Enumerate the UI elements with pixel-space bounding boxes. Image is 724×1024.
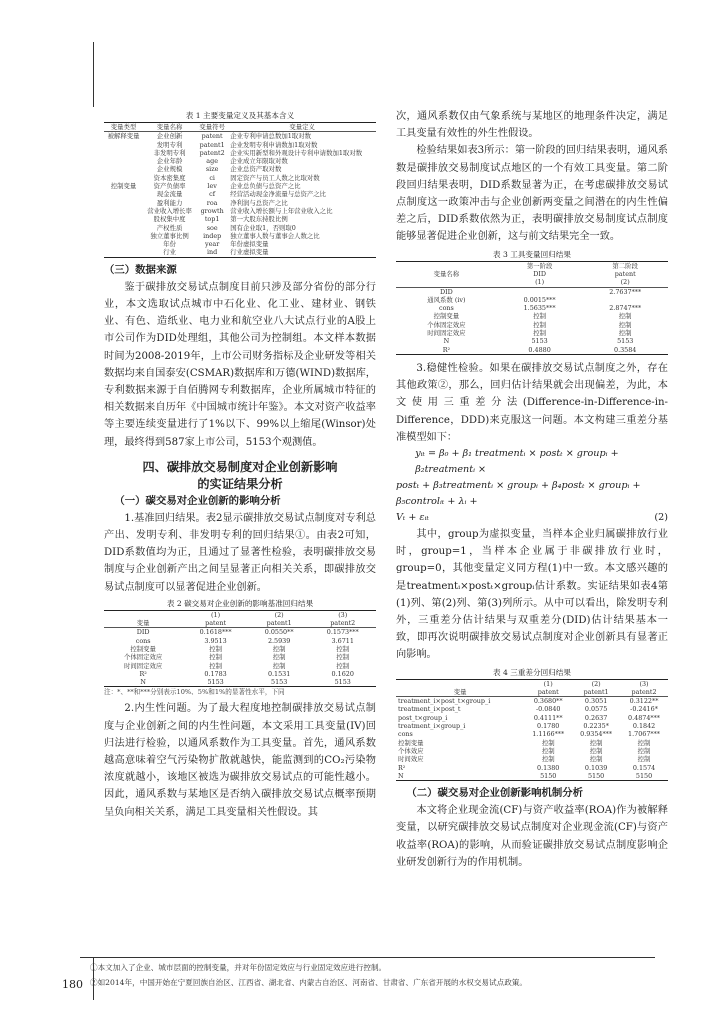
table-cell: 时间固定效应: [123, 661, 163, 670]
table-cell: 控制: [589, 738, 603, 747]
table-cell: 控制: [541, 755, 555, 764]
table-cell: 控制: [533, 312, 546, 321]
table-cell: 控制: [209, 653, 222, 662]
table-cell: 0.1574: [632, 763, 656, 772]
table-row: [104, 182, 376, 190]
table-cell: growth: [200, 206, 224, 215]
table-header-cell: patent: [614, 269, 636, 278]
table-cell: 控制: [336, 653, 350, 662]
table-cell: 控制: [541, 738, 555, 747]
table-cell: 0.1842: [632, 722, 656, 731]
table-cell: roa: [206, 198, 218, 207]
table-header-cell: 变量: [104, 619, 182, 628]
table-cell: 经营活动现金净流量与总资产之比: [230, 190, 327, 199]
table-cell: 控制: [541, 746, 555, 755]
table-header-cell: (1): [182, 610, 249, 619]
table-cell: 个体效应: [398, 746, 424, 755]
table-cell: 企业总资产取对数: [230, 165, 282, 174]
table-cell: 5153: [182, 678, 249, 687]
footnote-2: ②如2014年，中国开始在宁夏回族自治区、江西省、湖北省、内蒙古自治区、河南省、甘肃省、广东省开展的水权交易试点政策。: [90, 978, 527, 987]
table-row: [396, 296, 668, 304]
footnote-1: ①本文加入了企业、城市层面的控制变量，并对年份固定效应与行业固定效应进行控制。: [90, 963, 387, 972]
table-cell: treatment_i×post_t×group_i: [398, 697, 491, 706]
table-cell: 控制: [209, 661, 222, 670]
table-cell: 控制: [533, 320, 546, 329]
paragraph-ddd: 其中，group为虚拟变量，当样本企业归属碳排放行业时，group=1，当样本企业属于非碳排放行业时，group=0，其他变量定义同方程(1)中一致。本文感兴趣的是treatmentᵢ×postₜ×groupᵢ估计系数。实证结果如表4第(1)列、第(2)列、第(3)列所示。从中可以看出，除发明专利外，三重差分估计结果与双重差分(DID)估计结果基本一致，即再次说明碳排放交易试点制度对企业创新具有显著正向影响。: [396, 528, 668, 661]
table-cell: 0.2235*: [583, 722, 609, 731]
table4: [396, 679, 668, 782]
table-row: [396, 730, 668, 738]
table-row: [104, 215, 376, 223]
table-cell: 0.3051: [584, 697, 608, 706]
table-cell: 独立董事比例: [150, 231, 189, 240]
table-cell: 5153: [249, 678, 310, 687]
table-cell: 企业年龄: [156, 157, 183, 166]
table-cell: cons: [438, 304, 454, 313]
table-cell: [104, 232, 143, 240]
table-cell: 5153: [309, 678, 376, 687]
table-cell: top1: [204, 215, 220, 224]
table-cell: 企业实用新型和外观设计专利申请数加1取对数: [230, 148, 363, 157]
table-row: [396, 772, 668, 781]
table-header-cell: [396, 278, 497, 287]
table-row: [396, 739, 668, 747]
table-header-cell: (3): [309, 610, 376, 619]
table-cell: 企业成立年限取对数: [230, 157, 288, 166]
table-cell: 产权性质: [156, 223, 183, 232]
table-cell: 0.3122**: [629, 697, 659, 706]
table-cell: 0.1618***: [199, 628, 232, 637]
table-cell: treatment_i×post_t: [398, 705, 461, 714]
section4-title-line1: 四、碳排放交易制度对企业创新影响: [142, 459, 338, 474]
table-cell: ci: [209, 173, 215, 182]
table-cell: [104, 199, 143, 207]
table-cell: 0.1380: [537, 763, 560, 772]
table-header-row: [396, 688, 668, 697]
table-header-cell: 第一阶段: [497, 261, 583, 270]
table-row: [396, 312, 668, 320]
page-number: 180: [62, 978, 83, 991]
table-cell: 控制: [272, 644, 286, 653]
table4-caption: 表 4 三重差分回归结果: [492, 667, 571, 677]
table-cell: -0.0840: [535, 705, 561, 714]
table-cell: 控制: [637, 755, 651, 764]
table-cell: 控制: [637, 746, 651, 755]
table-cell: 被解释变量: [107, 132, 140, 141]
table-cell: R²: [398, 763, 406, 772]
table-cell: 个体固定效应: [123, 653, 163, 662]
table-header-cell: 变量类型: [104, 123, 143, 132]
table-cell: 时间固定效应: [427, 329, 466, 337]
table-row: [396, 714, 668, 722]
table-cell: patent1: [199, 140, 225, 149]
table-cell: [104, 190, 143, 198]
table-cell: cons: [398, 730, 413, 739]
footnote-rule: [80, 957, 655, 958]
table-cell: lev: [207, 182, 217, 191]
table-cell: 控制变量: [398, 738, 424, 747]
table-row: [396, 287, 668, 296]
table-cell: 控制: [272, 653, 286, 662]
table-header-row: [104, 123, 376, 132]
table-cell: 行业虚拟变量: [228, 248, 376, 257]
table-header-row: [396, 270, 668, 278]
table-cell: 0.0575: [584, 705, 608, 714]
table-cell: 0.4111**: [533, 713, 563, 722]
table2-note: 注：*、**和***分别表示10%、5%和1%的显著性水平，下同: [104, 688, 285, 697]
table-cell: 控制: [618, 329, 632, 337]
table-cell: 发明专利: [156, 140, 183, 149]
table-header-cell: (3): [620, 679, 668, 688]
table-cell: 第一大股东持股比例: [230, 215, 288, 224]
table-row: [104, 190, 376, 198]
paragraph-iv-results: 检验结果如表3所示：第一阶段的回归结果表明，通风系数是碳排放交易制度试点地区的一个有效工具变量。第二阶段回归结果表明，DID系数显著为正，在考虑碳排放交易试点制度这一政策冲击与企业创新两变量之间潜在的内生性偏差之后，DID系数依然为正，表明碳排放交易制度试点制度能够显著促进企业创新，这与前文结果完全一致。: [396, 145, 668, 243]
table-cell: 0.4880: [497, 346, 583, 355]
formula-line3: [396, 510, 668, 526]
table-cell: N: [396, 772, 524, 781]
table-cell: [104, 165, 143, 173]
left-margin-rule: [93, 42, 94, 94]
table-cell: 控制: [272, 661, 286, 670]
table-row: [396, 329, 668, 337]
paragraph-continuation: 次，通风系数仅由气象系统与某地区的地理条件决定，满足工具变量有效性的外生性假设。: [396, 111, 668, 140]
table-cell: 资产负债率: [153, 182, 186, 191]
table-cell: 控制变量: [110, 182, 137, 191]
formula-number: (2): [654, 511, 668, 523]
table-header-cell: 变量: [396, 688, 524, 697]
table-header-cell: (1): [497, 278, 583, 287]
table-row: [104, 174, 376, 182]
table1: [104, 122, 376, 258]
table-row: [104, 645, 376, 653]
table-cell: 企业发明专利申请数加1取对数: [230, 140, 318, 149]
table-header-cell: (1): [524, 679, 572, 688]
paragraph-mechanism: 本文将企业现金流(CF)与资产收益率(ROA)作为被解释变量，以研究碳排放交易试点制度对企业现金流(CF)与资产收益率(ROA)的影响，从而验证碳排放交易试点制度影响企业研发创新行为的作用机制。: [396, 805, 668, 868]
table-row: [104, 653, 376, 661]
table-cell: R²: [396, 346, 497, 355]
table-cell: size: [205, 165, 219, 174]
table3: [396, 261, 668, 355]
table-cell: patent: [201, 132, 223, 141]
table-cell: 营业收入增长额与上年营业收入之比: [230, 206, 333, 215]
table-cell: 非发明专利: [153, 148, 186, 157]
table-header-cell: DID: [533, 269, 546, 278]
section-data-source-title: （三）数据来源: [104, 263, 177, 276]
table-cell: 国有企业取1，否则取0: [230, 223, 296, 232]
table2: [104, 610, 376, 688]
formula-line2: postₜ + β₃treatmentᵢ × groupᵢ + β₄postₜ × groupᵢ + β₅controlᵢₜ + λᵢ +: [396, 479, 641, 507]
table-header-row: [396, 679, 668, 688]
subsection1-title: （一）碳交易对企业创新的影响分析: [114, 494, 281, 507]
table-cell: 时间效应: [398, 755, 424, 764]
table-cell: R²: [139, 669, 147, 678]
table-row: [396, 697, 668, 706]
table-cell: age: [206, 157, 218, 166]
table-cell: 1.1166***: [532, 730, 565, 739]
table-cell: 0.0550**: [264, 628, 294, 637]
paragraph-data-source: 鉴于碳排放交易试点制度目前只涉及部分省份的部分行业，本文选取试点城市中石化业、化工业、建材业、钢铁业、有色、造纸业、电力业和航空业八大试点行业的A股上市公司作为DID处理组，其他公司为控制组。本文样本数据时间为2008-2019年，上市公司财务指标及企业研发等相关数据均来自国泰安(CSMAR)数据库和万德(WIND)数据库，专利数据来源于自佰腾网专利数据库，企业所属城市特征的相关数据来自历年《中国城市统计年鉴》。本文对资产收益率等主要连续变量进行了1%以下、99%以上缩尾(Winsor)处理，最终得到587家上市公司，5153个观测值。: [104, 281, 376, 448]
table-cell: 0.4874***: [628, 713, 660, 722]
table-row: [396, 747, 668, 755]
table-header-cell: patent1: [572, 688, 620, 697]
table-row: [104, 628, 376, 637]
table-cell: 5153: [617, 337, 634, 346]
table-row: [104, 637, 376, 645]
table-header-cell: patent: [524, 688, 572, 697]
table-header-cell: (2): [572, 679, 620, 688]
table-header-cell: [104, 610, 182, 619]
table-cell: 控制: [533, 329, 546, 337]
table-cell: [104, 224, 143, 232]
table-header-row: [104, 619, 376, 628]
table-cell: N: [104, 678, 182, 687]
table-cell: 现金流量: [156, 190, 183, 199]
table-header-row: [396, 278, 668, 287]
table-row: [396, 764, 668, 772]
table-cell: 年份虚拟变量: [230, 240, 269, 249]
table-cell: patent2: [199, 148, 225, 157]
table-cell: 控制: [589, 755, 603, 764]
table-cell: 固定资产与员工人数之比取对数: [230, 173, 320, 182]
table-row: [104, 141, 376, 149]
table-cell: 控制: [589, 746, 603, 755]
table-header-cell: patent1: [249, 619, 310, 628]
table-header-cell: 变量定义: [228, 123, 376, 132]
table-cell: 营业收入增长率: [147, 206, 192, 215]
table-header-cell: [396, 261, 497, 270]
table-cell: [104, 248, 143, 257]
table-cell: 2.7637***: [609, 287, 642, 296]
subsection2-title: （二）碳交易对企业创新影响机制分析: [406, 787, 584, 800]
paragraph-robustness: 3.稳健性检验。如果在碳排放交易试点制度之外，存在其他政策②，那么，回归估计结果就会出现偏差，为此，本文使用三重差分法(Difference-in-Difference-in-Difference，DDD)来克服这一问题。本文构建三重差分基准模型如下：: [396, 362, 668, 443]
table-cell: 控制: [209, 644, 222, 653]
table-row: [396, 705, 668, 713]
right-column: [396, 108, 668, 871]
table-cell: 1.5635***: [523, 304, 556, 313]
table-cell: 盈利能力: [156, 198, 183, 207]
table-row: [104, 157, 376, 165]
paragraph-endogeneity: 2.内生性问题。为了最大程度地控制碳排放交易试点制度与企业创新之间的内生性问题，本文采用工具变量(IV)回归法进行检验，以通风系数作为工具变量。首先，通风系数越高意味着空气污染物扩散就越快，能监测到的CO₂污染物浓度就越小，该地区被选为碳排放交易试点的可能性越小。因此，通风系数与某地区是否纳入碳排放交易试点概率预期呈负向相关关系，满足工具变量相关性假设。其: [104, 703, 376, 818]
table-cell: 2.5939: [267, 636, 291, 645]
table-cell: 0.1573***: [326, 628, 359, 637]
table-cell: 0.1531: [267, 669, 291, 678]
table-cell: 0.1783: [204, 669, 227, 678]
table-cell: 3.9513: [204, 636, 227, 645]
paragraph-baseline: 1.基准回归结果。表2显示碳排放交易试点制度对专利总产出、发明专利、非发明专利的回归结果①。由表2可知，DID系数值均为正，且通过了显著性检验，表明碳排放交易制度与企业创新产出之间呈显著正向相关关系，即碳排放交易试点制度可以显著促进企业创新。: [104, 512, 376, 593]
table-cell: [104, 207, 143, 215]
table-row: [396, 346, 668, 355]
table-row: [104, 207, 376, 215]
formula-tail: Vₜ + εᵢₜ: [396, 511, 429, 523]
table-cell: [104, 240, 143, 248]
formula-line1: yᵢₜ = β₀ + β₁ treatmentᵢ × postₜ × groupᵢ + β₂treatmentᵢ ×: [415, 447, 619, 475]
table-cell: 0.1620: [331, 669, 354, 678]
table-row: [104, 132, 376, 141]
table-header-cell: [396, 679, 524, 688]
table-header-cell: (2): [582, 278, 668, 287]
table-cell: 0.2637: [584, 713, 608, 722]
table-cell: -0.2416*: [630, 705, 658, 714]
table-cell: 年份: [163, 240, 176, 249]
table-cell: 控制: [336, 661, 350, 670]
table-cell: 控制变量: [433, 312, 460, 321]
table-cell: 5153: [531, 337, 548, 346]
table-cell: [104, 149, 143, 157]
table-cell: 0.9354***: [580, 730, 613, 739]
table-cell: 控制: [336, 644, 350, 653]
table-cell: 个体固定效应: [427, 320, 466, 329]
table-cell: soe: [206, 223, 218, 232]
table-cell: DID: [136, 628, 150, 637]
table-row: [104, 199, 376, 207]
table-cell: post_t×group_i: [398, 713, 448, 722]
table-cell: 5150: [572, 772, 620, 781]
table-cell: ind: [196, 248, 228, 257]
table3-caption: 表 3 工具变量回归结果: [492, 249, 571, 259]
table-row: [104, 240, 376, 248]
table-cell: 净利润与总资产之比: [230, 198, 288, 207]
table1-caption: 表 1 主要变量定义及其基本含义: [185, 111, 295, 120]
left-column: [104, 108, 376, 821]
table-cell: indep: [203, 231, 222, 240]
table-cell: 0.1039: [584, 763, 608, 772]
table-cell: year: [205, 240, 220, 249]
table-cell: [104, 215, 143, 223]
table-header-cell: patent2: [309, 619, 376, 628]
table-cell: 通风系数 (iv): [427, 295, 466, 304]
table-cell: [497, 287, 583, 296]
table-cell: 企业总负债与总资产之比: [230, 182, 301, 191]
table-header-cell: patent: [182, 619, 249, 628]
table-cell: 5150: [620, 772, 668, 781]
table-header-row: [104, 610, 376, 619]
table-row: [104, 662, 376, 670]
table-header-cell: 变量名称: [433, 269, 460, 278]
table2-caption: 表 2 碳交易对企业创新的影响基准回归结果: [166, 598, 314, 608]
header-rule: [93, 93, 94, 107]
table-cell: 0.3584: [582, 346, 668, 355]
table-row: [396, 337, 668, 345]
table-cell: 股权集中度: [153, 215, 186, 224]
table-cell: 控制: [637, 738, 651, 747]
table-cell: 1.7067***: [628, 730, 660, 739]
table-row: [104, 165, 376, 173]
table-cell: treatment_i×group_i: [398, 722, 466, 731]
table-header-cell: 第二阶段: [582, 261, 668, 270]
table-cell: 0.1780: [537, 722, 560, 731]
table-cell: 企业专利申请总数加1取对数: [230, 132, 311, 141]
table-cell: 3.6711: [331, 636, 354, 645]
section4-title-line2: 的实证结果分析: [197, 476, 283, 491]
table-row: [104, 670, 376, 678]
table-row: [396, 304, 668, 312]
table-cell: [582, 296, 668, 304]
table-cell: 控制: [618, 312, 632, 321]
table-header-cell: 变量名称: [143, 123, 196, 132]
table-cell: 资本密集度: [153, 173, 186, 182]
table-cell: N: [443, 337, 450, 346]
table-cell: [104, 141, 143, 149]
table-cell: 控制变量: [130, 644, 156, 653]
table-header-cell: (2): [249, 610, 310, 619]
table-cell: cf: [209, 190, 216, 199]
table-header-row: [396, 261, 668, 270]
table-cell: 0.3680**: [533, 697, 563, 706]
table-row: [396, 755, 668, 763]
table-row: [104, 224, 376, 232]
table-row: [104, 248, 376, 257]
table-header-cell: 变量符号: [196, 123, 228, 132]
table-cell: 5150: [524, 772, 572, 781]
table-row: [396, 722, 668, 730]
table-row: [104, 232, 376, 240]
table-row: [104, 678, 376, 687]
table-cell: 企业创新: [156, 132, 183, 141]
table-row: [396, 321, 668, 329]
table-cell: 企业规模: [156, 165, 183, 174]
table-cell: [104, 157, 143, 165]
table-cell: 2.8747***: [609, 304, 642, 313]
table-row: [104, 149, 376, 157]
table-cell: 控制: [618, 320, 632, 329]
table-cell: 0.0015***: [523, 295, 556, 304]
table-cell: 行业: [143, 248, 196, 257]
table-cell: cons: [135, 636, 151, 645]
table-cell: 独立董事人数与董事会人数之比: [230, 231, 320, 240]
table-cell: DID: [440, 287, 453, 296]
table-header-cell: patent2: [620, 688, 668, 697]
table-cell: [104, 174, 143, 182]
